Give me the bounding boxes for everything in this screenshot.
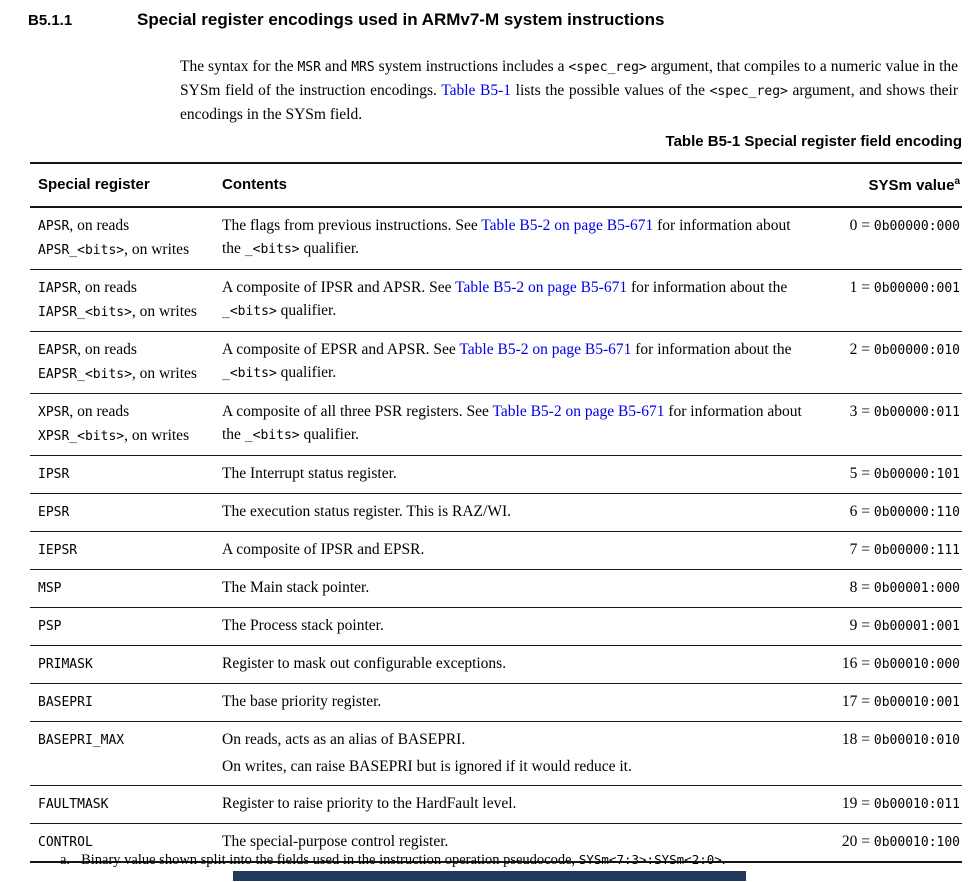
register-name-line: CONTROL	[38, 835, 93, 850]
register-name-line: EAPSR_<bits>, on writes	[38, 365, 197, 382]
contents-paragraph: The Interrupt status register.	[222, 465, 397, 482]
contents-cell	[222, 332, 812, 394]
sysm-value-cell: 17 = 0b00010:001	[812, 684, 962, 722]
sysm-value-cell: 16 = 0b00010:000	[812, 646, 962, 684]
special-register-table	[30, 162, 962, 863]
sysm-value-cell: 1 = 0b00000:001	[812, 270, 962, 332]
contents-paragraph: Register to raise priority to the HardFault level.	[222, 795, 517, 812]
register-cell	[30, 207, 222, 270]
col-header-contents: Contents	[222, 163, 812, 207]
register-cell	[30, 684, 222, 722]
contents-cell	[222, 786, 812, 824]
contents-paragraph: A composite of EPSR and APSR. See Table B5-2 on page B5-671 for information about the _<bits> qualifier.	[222, 341, 792, 381]
cross-reference-link[interactable]: Table B5-2 on page B5-671	[455, 279, 628, 296]
contents-cell	[222, 608, 812, 646]
register-cell	[30, 494, 222, 532]
sysm-value-cell: 9 = 0b00001:001	[812, 608, 962, 646]
contents-cell	[222, 394, 812, 456]
col-header-special-register: Special register	[30, 163, 222, 207]
sysm-value-cell: 3 = 0b00000:011	[812, 394, 962, 456]
contents-cell	[222, 684, 812, 722]
contents-paragraph: On writes, can raise BASEPRI but is ignored if it would reduce it.	[222, 758, 632, 775]
sysm-value-cell: 6 = 0b00000:110	[812, 494, 962, 532]
col-header-sysm-value	[812, 163, 962, 207]
table-row	[30, 786, 962, 824]
register-cell	[30, 270, 222, 332]
contents-cell	[222, 494, 812, 532]
register-cell	[30, 394, 222, 456]
contents-cell	[222, 722, 812, 786]
footnote-ref-a: a	[954, 176, 960, 187]
register-name-line: MSP	[38, 581, 62, 596]
register-name-line: EAPSR, on reads	[38, 341, 137, 358]
table-caption: Table B5-1 Special register field encoding	[665, 133, 962, 150]
table-body	[30, 207, 962, 862]
register-name-line: BASEPRI	[38, 695, 93, 710]
table-row	[30, 532, 962, 570]
table-row	[30, 646, 962, 684]
contents-cell	[222, 207, 812, 270]
register-name-line: XPSR_<bits>, on writes	[38, 427, 190, 444]
contents-paragraph: The Process stack pointer.	[222, 617, 384, 634]
table-row	[30, 207, 962, 270]
sysm-value-cell: 2 = 0b00000:010	[812, 332, 962, 394]
register-name-line: FAULTMASK	[38, 797, 109, 812]
contents-paragraph: A composite of all three PSR registers. See Table B5-2 on page B5-671 for information about the _<bits> qualifier.	[222, 403, 802, 443]
table-row	[30, 270, 962, 332]
table-row	[30, 332, 962, 394]
contents-cell	[222, 532, 812, 570]
contents-paragraph: Register to mask out configurable exceptions.	[222, 655, 507, 672]
contents-paragraph: The base priority register.	[222, 693, 382, 710]
contents-cell	[222, 570, 812, 608]
register-name-line: IAPSR_<bits>, on writes	[38, 303, 197, 320]
contents-cell	[222, 456, 812, 494]
contents-cell	[222, 270, 812, 332]
sysm-header-label: SYSm value	[868, 177, 955, 194]
sysm-value-cell: 8 = 0b00001:000	[812, 570, 962, 608]
register-cell	[30, 786, 222, 824]
register-cell	[30, 608, 222, 646]
section-title: Special register encodings used in ARMv7-M system instructions	[137, 10, 665, 29]
table-row	[30, 684, 962, 722]
register-name-line: PRIMASK	[38, 657, 93, 672]
register-name-line: IEPSR	[38, 543, 78, 558]
table-row	[30, 394, 962, 456]
cross-reference-link[interactable]: Table B5-2 on page B5-671	[481, 217, 654, 234]
sysm-value-cell: 20 = 0b00010:100	[812, 824, 962, 863]
sysm-value-cell: 0 = 0b00000:000	[849, 217, 960, 234]
sysm-value-cell: 18 = 0b00010:010	[812, 722, 962, 786]
register-name-line: APSR, on reads	[38, 217, 130, 234]
contents-paragraph: The flags from previous instructions. See Table B5-2 on page B5-671 for information about the _<bits> qualifier.	[222, 217, 791, 257]
contents-paragraph: On reads, acts as an alias of BASEPRI.	[222, 731, 466, 748]
register-name-line: IAPSR, on reads	[38, 279, 137, 296]
table-row	[30, 608, 962, 646]
footnote	[60, 851, 725, 869]
table-row	[30, 722, 962, 786]
register-cell	[30, 332, 222, 394]
table-row	[30, 494, 962, 532]
footnote-marker: a.	[60, 852, 71, 868]
table-row	[30, 570, 962, 608]
register-cell	[30, 532, 222, 570]
table-row	[30, 456, 962, 494]
intro-paragraph: The syntax for the MSR and MRS system instructions includes a <spec_reg> argument, that compiles to a numeric value in the SYSm field of the instruction encodings. Table B5-1 lists the possible values of the <spec_reg> argument, and shows their encodings in the SYSm field.	[180, 58, 959, 123]
register-name-line: EPSR	[38, 505, 70, 520]
contents-cell	[222, 646, 812, 684]
register-name-line: XPSR, on reads	[38, 403, 130, 420]
table-header-row	[30, 163, 962, 207]
cross-reference-link[interactable]: Table B5-2 on page B5-671	[459, 341, 632, 358]
cross-reference-link[interactable]: Table B5-1	[441, 82, 512, 99]
contents-paragraph: A composite of IPSR and EPSR.	[222, 541, 425, 558]
register-name-line: BASEPRI_MAX	[38, 733, 125, 748]
register-name-line: APSR_<bits>, on writes	[38, 241, 190, 258]
contents-paragraph: The execution status register. This is RAZ/WI.	[222, 503, 511, 520]
cross-reference-link[interactable]: Table B5-2 on page B5-671	[492, 403, 665, 420]
section-heading	[28, 10, 664, 30]
register-name-line: IPSR	[38, 467, 70, 482]
contents-paragraph: A composite of IPSR and APSR. See Table B5-2 on page B5-671 for information about the _<bits> qualifier.	[222, 279, 788, 319]
register-cell	[30, 570, 222, 608]
contents-paragraph: The special-purpose control register.	[222, 833, 449, 850]
register-name-line: PSP	[38, 619, 62, 634]
contents-paragraph: The Main stack pointer.	[222, 579, 370, 596]
footnote-text: Binary value shown split into the fields used in the instruction operation pseudocode, SYSm<7:3>:SYSm<2:0>.	[81, 852, 726, 868]
register-cell	[30, 456, 222, 494]
register-cell	[30, 722, 222, 786]
section-number: B5.1.1	[28, 12, 73, 29]
sysm-value-cell: 7 = 0b00000:111	[812, 532, 962, 570]
sysm-value-cell: 5 = 0b00000:101	[812, 456, 962, 494]
sysm-value-cell: 19 = 0b00010:011	[812, 786, 962, 824]
register-cell	[30, 646, 222, 684]
bottom-bar	[233, 871, 746, 881]
